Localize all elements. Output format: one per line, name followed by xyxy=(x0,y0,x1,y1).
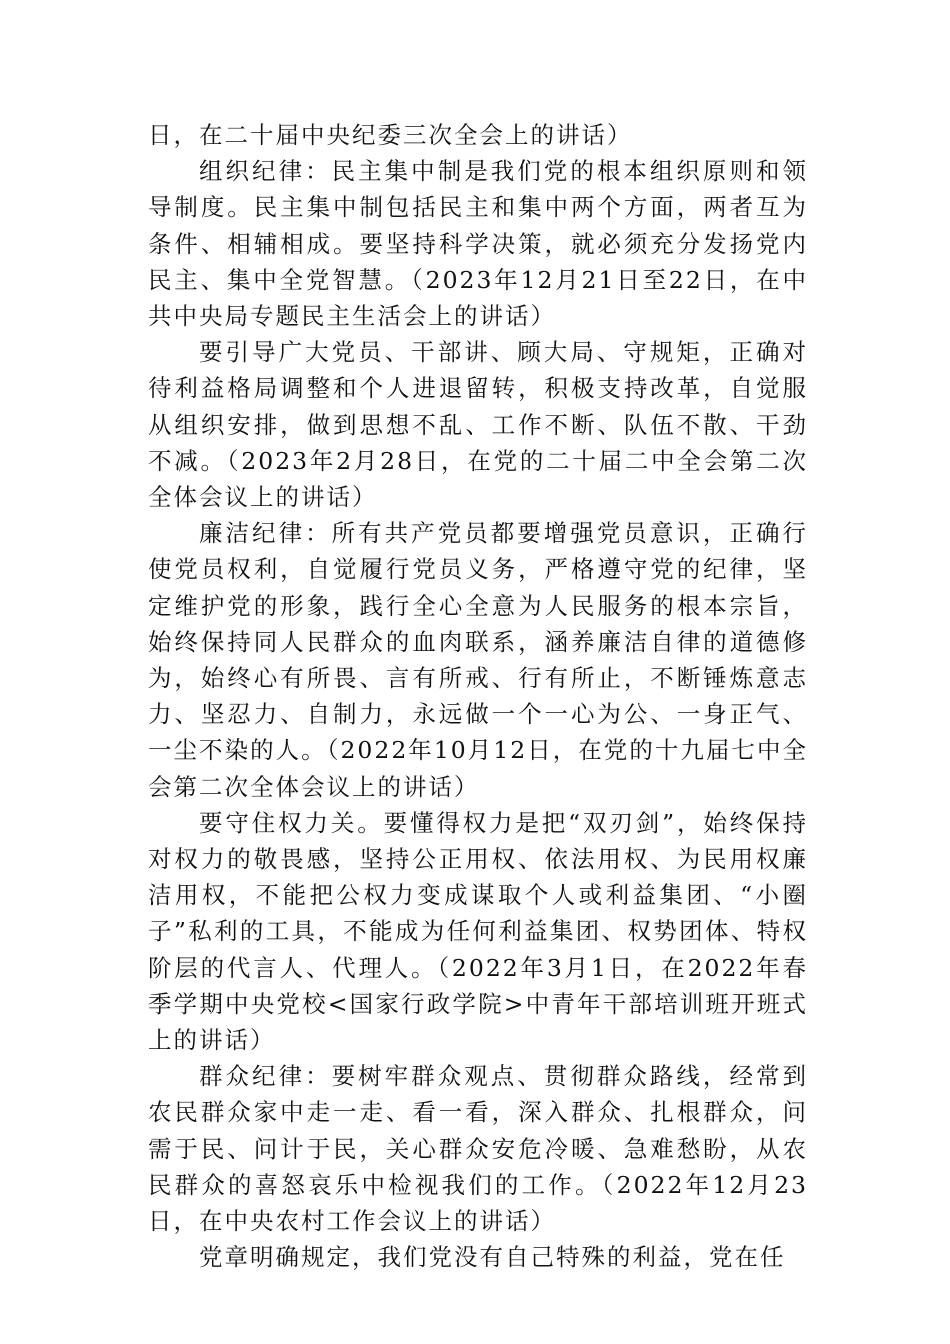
paragraph-organizational-discipline: 组织纪律：民主集中制是我们党的根本组织原则和领导制度。民主集中制包括民主和集中两个方面，两者互为条件、相辅相成。要坚持科学决策，就必须充分发扬党内民主、集中全党智慧。（2023年12月21日至22日，在中共中央局专题民主生活会上的讲话） xyxy=(148,157,808,331)
paragraph-mass-discipline: 群众纪律：要树牢群众观点、贯彻群众路线，经常到农民群众家中走一走、看一看，深入群众、扎根群众，问需于民、问计于民，关心群众安危冷暖、急难愁盼，从农民群众的喜怒哀乐中检视我们的工作。（2022年12月23日，在中央农村工作会议上的讲话） xyxy=(148,1062,808,1236)
document-body xyxy=(148,117,808,1276)
paragraph-guidance: 要引导广大党员、干部讲、顾大局、守规矩，正确对待利益格局调整和个人进退留转，积极支持改革，自觉服从组织安排，做到思想不乱、工作不断、队伍不散、干劲不减。（2023年2月28日，在党的二十届二中全会第二次全体会议上的讲话） xyxy=(148,338,808,512)
paragraph-power: 要守住权力关。要懂得权力是把“双刃剑”，始终保持对权力的敬畏感，坚持公正用权、依法用权、为民用权廉洁用权，不能把公权力变成谋取个人或利益集团、“小圈子”私利的工具，不能成为任何利益集团、权势团体、特权阶层的代言人、代理人。（2022年3月1日，在2022年春季学期中央党校<国家行政学院>中青年干部培训班开班式上的讲话） xyxy=(148,808,808,1055)
paragraph-integrity-discipline: 廉洁纪律：所有共产党员都要增强党员意识，正确行使党员权利，自觉履行党员义务，严格遵守党的纪律，坚定维护党的形象，践行全心全意为人民服务的根本宗旨，始终保持同人民群众的血肉联系，涵养廉洁自律的道德修为，始终心有所畏、言有所戒、行有所止，不断锤炼意志力、坚忍力、自制力，永远做一个一心为公、一身正气、一尘不染的人。（2022年10月12日，在党的十九届七中全会第二次全体会议上的讲话） xyxy=(148,519,808,801)
paragraph-1: 日，在二十届中央纪委三次全会上的讲话） xyxy=(148,121,633,149)
paragraph-party-constitution: 党章明确规定，我们党没有自己特殊的利益，党在任 xyxy=(199,1243,786,1272)
